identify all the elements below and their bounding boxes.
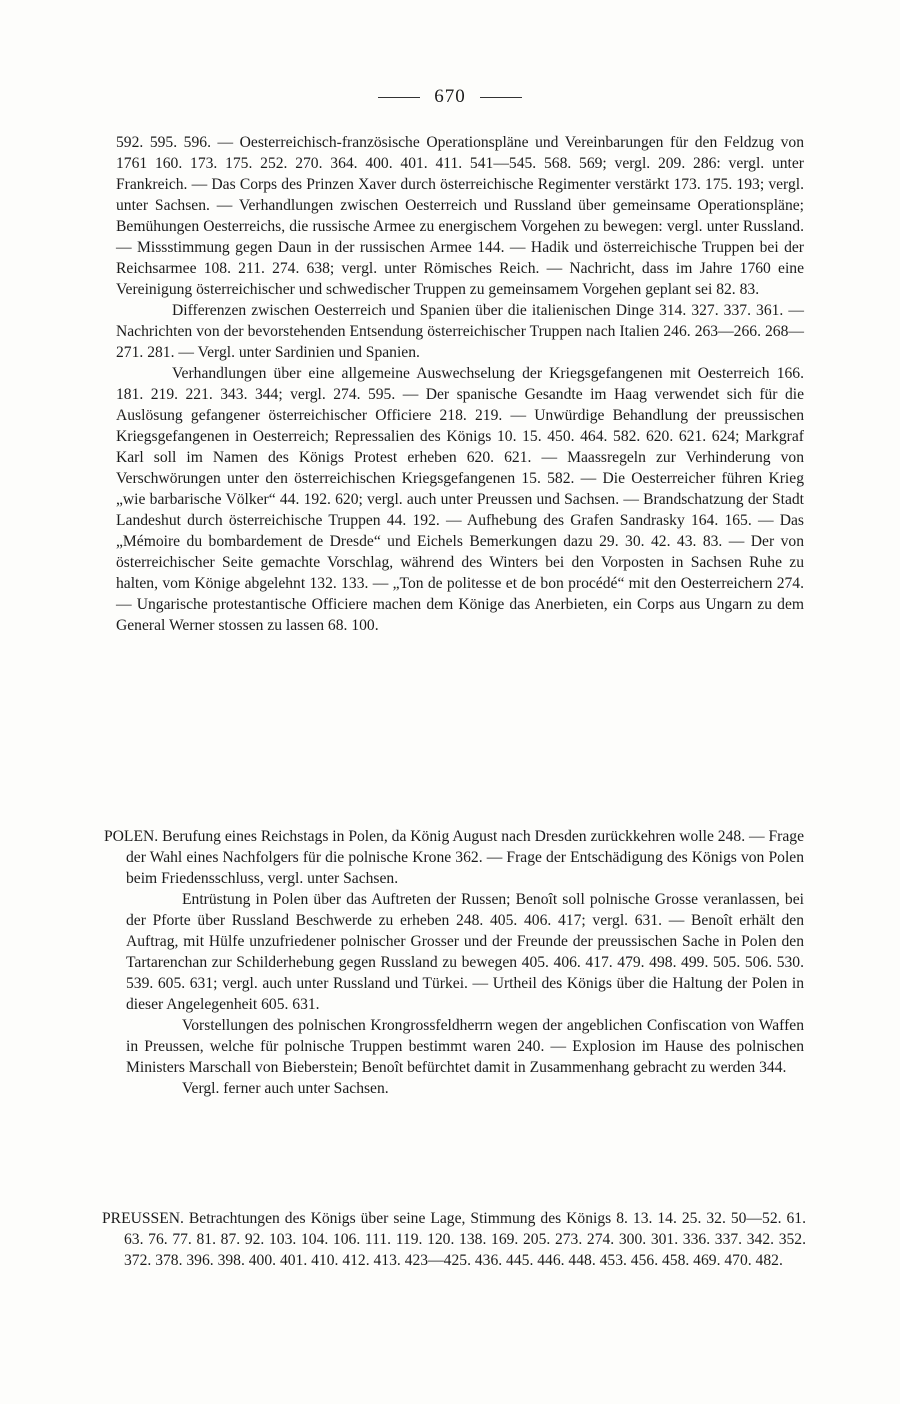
entry-paragraph: 592. 595. 596. — Oesterreichisch-französische Operationspläne und Vereinbarungen für den Feldzug von 1761 160. 173. 175. 252. 270. 364. 400. 401. 411. 541—545. 568. 569; vergl. 209. 286: vergl. unter Frankreich. — Das Corps des Prinzen Xaver durch österreichische Regimenter verstärkt 173. 175. 193; vergl. unter Sachsen. — Verhandlungen zwischen Oesterreich und Russland über gemeinsame Operationspläne; Bemühungen Oesterreichs, die russische Armee zu energischem Vorgehen zu bewegen: vergl. unter Russland. — Missstimmung gegen Daun in der russischen Armee 144. — Hadik und österreichische Truppen bei der Reichsarmee 108. 211. 274. 638; vergl. unter Römisches Reich. — Nachricht, dass im Jahre 1760 eine Vereinigung österreichischer und schwedischer Truppen zu gemeinsamem Vorgehen geplant sei 82. 83. bbox=[116, 134, 804, 298]
entry-paragraph: Berufung eines Reichstags in Polen, da König August nach Dresden zurückkehren wolle 248. — Frage der Wahl eines Nachfolgers für die polnische Krone 362. — Frage der Entschädigung des Königs von Polen beim Friedensschluss, vergl. unter Sachsen. bbox=[126, 828, 805, 887]
entry-body bbox=[104, 889, 804, 1099]
page-header bbox=[0, 86, 900, 107]
entry-first-paragraph bbox=[102, 1208, 806, 1271]
entry-paragraph: Differenzen zwischen Oesterreich und Spanien über die italienischen Dinge 314. 327. 337. 361. — Nachrichten von der bevorstehenden Entsendung österreichischer Truppen nach Italien 246. 263—266. 268—271. 281. — Vergl. unter Sardinien und Spanien. bbox=[116, 302, 804, 361]
entry-paragraph: Betrachtungen des Königs über seine Lage, Stimmung des Königs 8. 13. 14. 25. 32. 50—52. 61. 63. 76. 77. 81. 87. 92. 103. 104. 106. 111. 119. 120. 138. 169. 205. 273. 274. 300. 301. 336. 337. 342. 352. 372. 378. 396. 398. 400. 401. 410. 412. 413. 423—425. 436. 445. 446. 448. 453. 456. 458. 469. 470. 482. bbox=[124, 1210, 806, 1269]
header-rule-left bbox=[378, 97, 420, 98]
entry-paragraph: Verhandlungen über eine allgemeine Auswechselung der Kriegsgefangenen mit Oesterreich 166. 181. 219. 221. 343. 344; vergl. 274. 595. — Der spanische Gesandte im Haag verwendet sich für die Auslösung gefangener österreichischer Officiere 218. 219. — Unwürdige Behandlung der preussischen Kriegsgefangenen in Oesterreich; Repressalien des Königs 10. 15. 450. 464. 582. 620. 621. 624; Markgraf Karl soll im Namen des Königs Protest erheben 620. 621. — Maassregeln zur Verhinderung von Verschwörungen unter den österreichischen Kriegsgefangenen 15. 582. — Die Oesterreicher führen Krieg „wie barbarische Völker“ 44. 192. 620; vergl. auch unter Preussen und Sachsen. — Brandschatzung der Stadt Landeshut durch österreichische Truppen 44. 192. — Aufhebung des Grafen Sandrasky 164. 165. — Das „Mémoire du bombardement de Dresde“ und Eichels Bemerkungen dazu 29. 30. 42. 43. 83. — Der von österreichischer Seite gemachte Vorschlag, während des Winters bei den Vorposten in Sachsen Ruhe zu halten, vom Könige abgelehnt 132. 133. — „Ton de politesse et de bon procédé“ mit den Oesterreichern 274. — Ungarische protestantische Officiere machen dem Könige das Anerbieten, ein Corps aus Ungarn zu dem General Werner stossen zu lassen 68. 100. bbox=[116, 365, 804, 634]
entry-heading: POLEN. bbox=[104, 828, 159, 845]
entry-first-paragraph bbox=[104, 826, 804, 889]
index-entry-preussen bbox=[102, 1208, 806, 1271]
page-number: 670 bbox=[434, 86, 466, 107]
header-rule-right bbox=[480, 97, 522, 98]
entry-heading: PREUSSEN. bbox=[102, 1210, 184, 1227]
entry-paragraph: Entrüstung in Polen über das Auftreten der Russen; Benoît soll polnische Grosse veranlassen, bei der Pforte über Russland Beschwerde zu erheben 248. 405. 406. 417; vergl. 631. — Benoît erhält den Auftrag, mit Hülfe unzufriedener polnischer Grosser und der Freunde der preussischen Sache in Polen den Tartarenchan zur Schilderhebung gegen Russland zu bewegen 405. 406. 417. 479. 498. 499. 505. 506. 530. 539. 605. 631; vergl. auch unter Russland und Türkei. — Urtheil des Königs über die Haltung der Polen in dieser Angelegenheit 605. 631. bbox=[126, 891, 804, 1013]
entry-cross-reference: Vergl. ferner auch unter Sachsen. bbox=[182, 1080, 389, 1097]
entry-paragraph: Vorstellungen des polnischen Krongrossfeldherrn wegen der angeblichen Confiscation von Waffen in Preussen, welche für polnische Truppen bestimmt waren 240. — Explosion im Hause des polnischen Ministers Marschall von Bieberstein; Benoît befürchtet damit in Zusammenhang gebracht zu werden 344. bbox=[126, 1017, 804, 1076]
index-entry-continuation bbox=[116, 132, 804, 636]
index-entry-polen bbox=[104, 826, 804, 1099]
